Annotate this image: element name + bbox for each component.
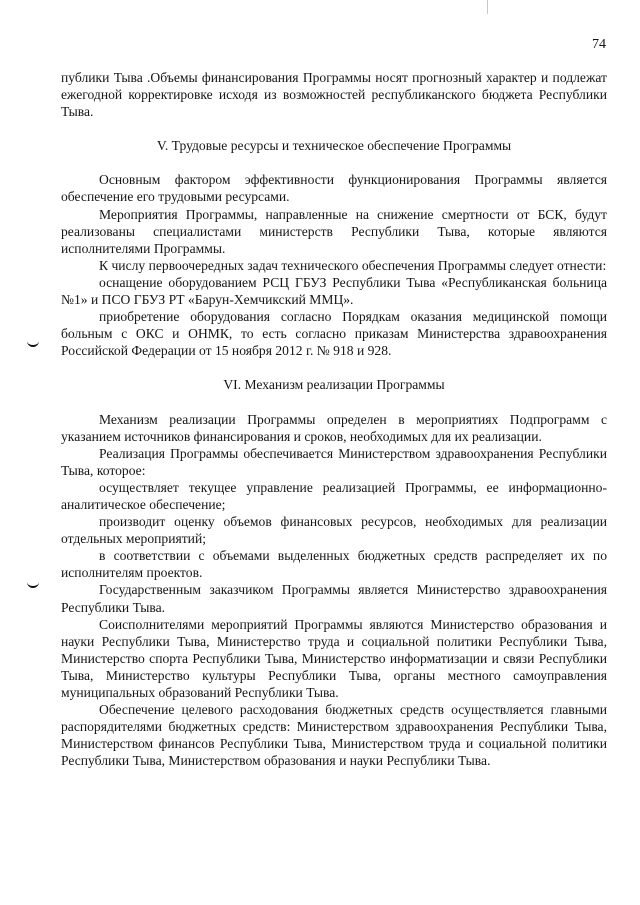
section-5-paragraph: Мероприятия Программы, направленные на снижение смертности от БСК, будут реализованы специалистами министерств Республики Тыва, которые являются исполнителями Программы. (61, 206, 607, 256)
section-6-paragraph: Государственным заказчиком Программы является Министерство здравоохранения Республики Тыва. (61, 582, 607, 615)
margin-tick-mark (27, 338, 39, 347)
scan-mark (487, 0, 488, 14)
section-6-paragraph: Обеспечение целевого расходования бюджетных средств осуществляется главными распорядителями бюджетных средств: Министерством здравоохранения Республики Тыва, Министерством финансов Республики Тыва, Министерством труда и социальной политики Республики Тыва, Министерством образования и науки Республики Тыва. (61, 702, 607, 769)
section-6-paragraph: в соответствии с объемами выделенных бюджетных средств распределяет их по исполнителям проектов. (61, 548, 607, 581)
section-6-heading: VI. Механизм реализации Программы (223, 377, 445, 393)
page-number: 74 (592, 37, 606, 52)
page-content (61, 69, 607, 769)
section-5-heading: V. Трудовые ресурсы и техническое обеспечение Программы (156, 138, 512, 154)
section-5-paragraph: К числу первоочередных задач технического обеспечения Программы следует отнести: (99, 257, 607, 273)
section-5-paragraph: оснащение оборудованием РСЦ ГБУЗ Республики Тыва «Республиканская больница №1» и ПСО ГБУЗ РТ «Барун-Хемчикский ММЦ». (61, 274, 607, 308)
section-6-paragraph: Соисполнителями мероприятий Программы являются Министерство образования и науки Республики Тыва, Министерство труда и социальной политики Республики Тыва, Министерство спорта Республики Тыва, Министерство информатизации и связи Республики Тыва, Министерство культуры Республики Тыва, органы местного самоуправления муниципальных образований Республики Тыва. (61, 616, 607, 700)
margin-tick-mark (27, 579, 39, 588)
intro-paragraph: публики Тыва .Объемы финансирования Программы носят прогнозный характер и подлежат ежегодной корректировке исходя из возможностей республиканского бюджета Республики Тыва. (61, 70, 607, 120)
section-6-paragraph: Механизм реализации Программы определен в мероприятиях Подпрограмм с указанием источников финансирования и сроков, необходимых для их реализации. (61, 411, 607, 444)
section-5-paragraph: Основным фактором эффективности функционирования Программы является обеспечение его трудовыми ресурсами. (61, 172, 607, 205)
section-5-paragraph: приобретение оборудования согласно Порядкам оказания медицинской помощи больным с ОКС и ОНМК, то есть согласно приказам Министерства здравоохранения Российской Федерации от 15 ноября 2012 г. № 918 и 928. (61, 309, 607, 359)
section-6-paragraph: Реализация Программы обеспечивается Министерством здравоохранения Республики Тыва, которое: (61, 445, 607, 478)
section-6-paragraph: осуществляет текущее управление реализацией Программы, ее информационно-аналитическое обеспечение; (61, 479, 607, 512)
section-6-paragraph: производит оценку объемов финансовых ресурсов, необходимых для реализации отдельных мероприятий; (61, 514, 607, 547)
